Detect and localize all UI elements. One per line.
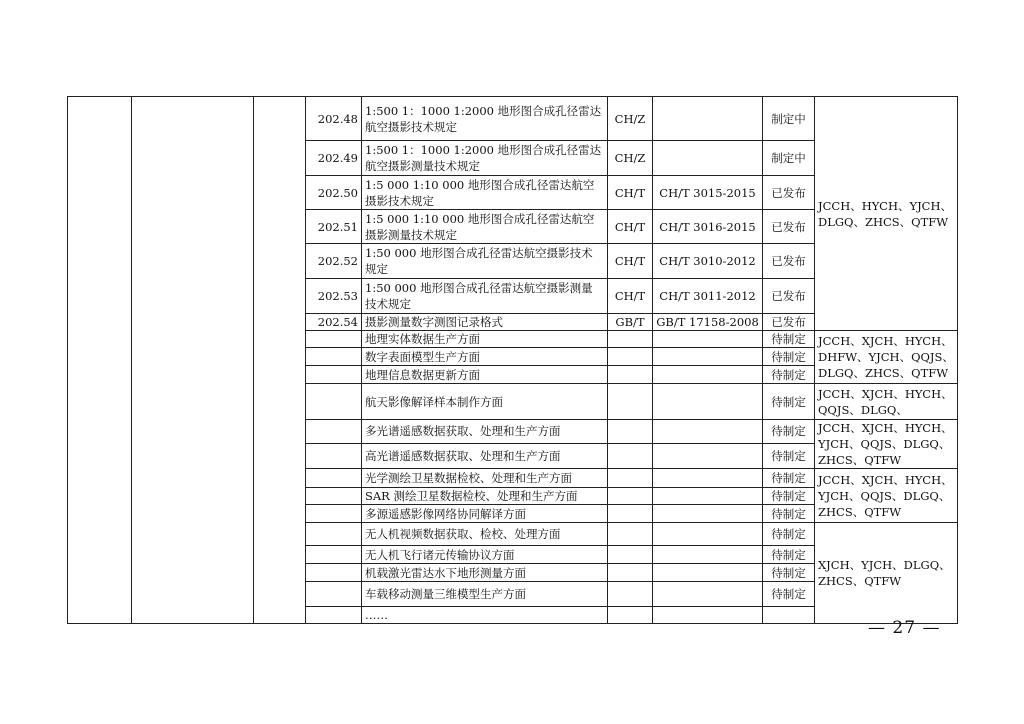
standard-name: 无人机视频数据获取、检校、处理方面 — [362, 523, 608, 546]
standard-category — [608, 505, 653, 523]
standard-category: CH/T — [608, 244, 653, 279]
responsible-units: JCCH、XJCH、HYCH、QQJS、DLGQ、 — [815, 384, 958, 420]
standard-code: CH/T 3011-2012 — [653, 279, 763, 314]
standard-category: CH/T — [608, 210, 653, 244]
standard-category — [608, 331, 653, 348]
standard-status: 已发布 — [763, 244, 815, 279]
standard-name: SAR 测绘卫星数据检校、处理和生产方面 — [362, 488, 608, 505]
standard-code: CH/T 3010-2012 — [653, 244, 763, 279]
standard-status: 待制定 — [763, 420, 815, 444]
standard-status: 待制定 — [763, 384, 815, 420]
standard-number — [306, 505, 362, 523]
standard-number: 202.54 — [306, 314, 362, 331]
standard-status: 待制定 — [763, 348, 815, 366]
standard-number — [306, 366, 362, 384]
standard-code — [653, 523, 763, 546]
standard-name: 1:500 1：1000 1:2000 地形图合成孔径雷达航空摄影测量技术规定 — [362, 141, 608, 176]
standard-code: CH/T 3016-2015 — [653, 210, 763, 244]
standard-name: 1:5 000 1:10 000 地形图合成孔径雷达航空摄影技术规定 — [362, 176, 608, 210]
standard-code — [653, 582, 763, 607]
standard-category: CH/Z — [608, 141, 653, 176]
standard-status: 待制定 — [763, 331, 815, 348]
standard-number: 202.51 — [306, 210, 362, 244]
standard-code — [653, 97, 763, 141]
standard-category — [608, 546, 653, 564]
standard-category — [608, 348, 653, 366]
responsible-units: JCCH、XJCH、HYCH、YJCH、QQJS、DLGQ、ZHCS、QTFW — [815, 420, 958, 469]
standard-category — [608, 366, 653, 384]
standard-name: 数字表面模型生产方面 — [362, 348, 608, 366]
standard-category: GB/T — [608, 314, 653, 331]
standard-number — [306, 469, 362, 488]
standard-name: 1:50 000 地形图合成孔径雷达航空摄影测量技术规定 — [362, 279, 608, 314]
standard-name: 车载移动测量三维模型生产方面 — [362, 582, 608, 607]
standard-status: 已发布 — [763, 176, 815, 210]
responsible-units: JCCH、HYCH、YJCH、DLGQ、ZHCS、QTFW — [815, 97, 958, 331]
category-cell-3 — [254, 97, 306, 624]
standard-status: 制定中 — [763, 141, 815, 176]
standard-code: CH/T 3015-2015 — [653, 176, 763, 210]
standard-category — [608, 564, 653, 582]
standard-number — [306, 384, 362, 420]
standard-number: 202.52 — [306, 244, 362, 279]
page-number: — 27 — — [868, 618, 941, 638]
standard-number — [306, 331, 362, 348]
standard-category — [608, 420, 653, 444]
standard-number: 202.50 — [306, 176, 362, 210]
standard-status: 待制定 — [763, 488, 815, 505]
standard-name: 多源遥感影像网络协同解译方面 — [362, 505, 608, 523]
standard-status — [763, 607, 815, 624]
standard-number: 202.53 — [306, 279, 362, 314]
standard-name: 1:5 000 1:10 000 地形图合成孔径雷达航空摄影测量技术规定 — [362, 210, 608, 244]
responsible-units: JCCH、XJCH、HYCH、DHFW、YJCH、QQJS、DLGQ、ZHCS、QTFW — [815, 331, 958, 384]
standard-name: 摄影测量数字测图记录格式 — [362, 314, 608, 331]
standard-status: 待制定 — [763, 505, 815, 523]
standard-category — [608, 488, 653, 505]
standard-number: 202.48 — [306, 97, 362, 141]
standard-code — [653, 607, 763, 624]
standard-status: 制定中 — [763, 97, 815, 141]
standard-name: …… — [362, 607, 608, 624]
standard-category — [608, 607, 653, 624]
standard-number — [306, 420, 362, 444]
standard-name: 无人机飞行诸元传输协议方面 — [362, 546, 608, 564]
standard-number — [306, 607, 362, 624]
standard-number — [306, 348, 362, 366]
standard-status: 待制定 — [763, 546, 815, 564]
standard-name: 航天影像解译样本制作方面 — [362, 384, 608, 420]
standard-code — [653, 469, 763, 488]
standard-category — [608, 523, 653, 546]
responsible-units: JCCH、XJCH、HYCH、YJCH、QQJS、DLGQ、ZHCS、QTFW — [815, 469, 958, 523]
standard-category — [608, 384, 653, 420]
standard-name: 高光谱遥感数据获取、处理和生产方面 — [362, 443, 608, 468]
standard-category: CH/T — [608, 176, 653, 210]
standard-category: CH/T — [608, 279, 653, 314]
standard-code — [653, 384, 763, 420]
standard-name: 地理实体数据生产方面 — [362, 331, 608, 348]
standard-code — [653, 546, 763, 564]
standard-number: 202.49 — [306, 141, 362, 176]
category-cell-1 — [68, 97, 132, 624]
standard-code — [653, 488, 763, 505]
category-cell-2 — [132, 97, 254, 624]
standard-status: 已发布 — [763, 279, 815, 314]
standard-category — [608, 582, 653, 607]
standard-name: 1:50 000 地形图合成孔径雷达航空摄影技术规定 — [362, 244, 608, 279]
standard-code — [653, 564, 763, 582]
standard-category — [608, 469, 653, 488]
standard-status: 已发布 — [763, 314, 815, 331]
standard-code — [653, 443, 763, 468]
standard-code — [653, 420, 763, 444]
standard-category: CH/Z — [608, 97, 653, 141]
standard-code — [653, 348, 763, 366]
standard-code — [653, 141, 763, 176]
standard-status: 待制定 — [763, 366, 815, 384]
standard-status: 待制定 — [763, 582, 815, 607]
responsible-units: XJCH、YJCH、DLGQ、ZHCS、QTFW — [815, 523, 958, 624]
standard-number — [306, 488, 362, 505]
standard-status: 已发布 — [763, 210, 815, 244]
standard-code — [653, 366, 763, 384]
standard-code — [653, 505, 763, 523]
standard-code: GB/T 17158-2008 — [653, 314, 763, 331]
standard-number — [306, 523, 362, 546]
standard-name: 1:500 1：1000 1:2000 地形图合成孔径雷达航空摄影技术规定 — [362, 97, 608, 141]
standard-status: 待制定 — [763, 523, 815, 546]
standard-number — [306, 582, 362, 607]
table-row — [68, 97, 958, 141]
standard-number — [306, 564, 362, 582]
standard-name: 光学测绘卫星数据检校、处理和生产方面 — [362, 469, 608, 488]
standard-name: 机载激光雷达水下地形测量方面 — [362, 564, 608, 582]
standard-number — [306, 546, 362, 564]
standard-number — [306, 443, 362, 468]
standards-table — [67, 96, 958, 624]
standard-status: 待制定 — [763, 469, 815, 488]
standard-status: 待制定 — [763, 564, 815, 582]
standard-name: 地理信息数据更新方面 — [362, 366, 608, 384]
standard-name: 多光谱遥感数据获取、处理和生产方面 — [362, 420, 608, 444]
standard-code — [653, 331, 763, 348]
standard-category — [608, 443, 653, 468]
standard-status: 待制定 — [763, 443, 815, 468]
